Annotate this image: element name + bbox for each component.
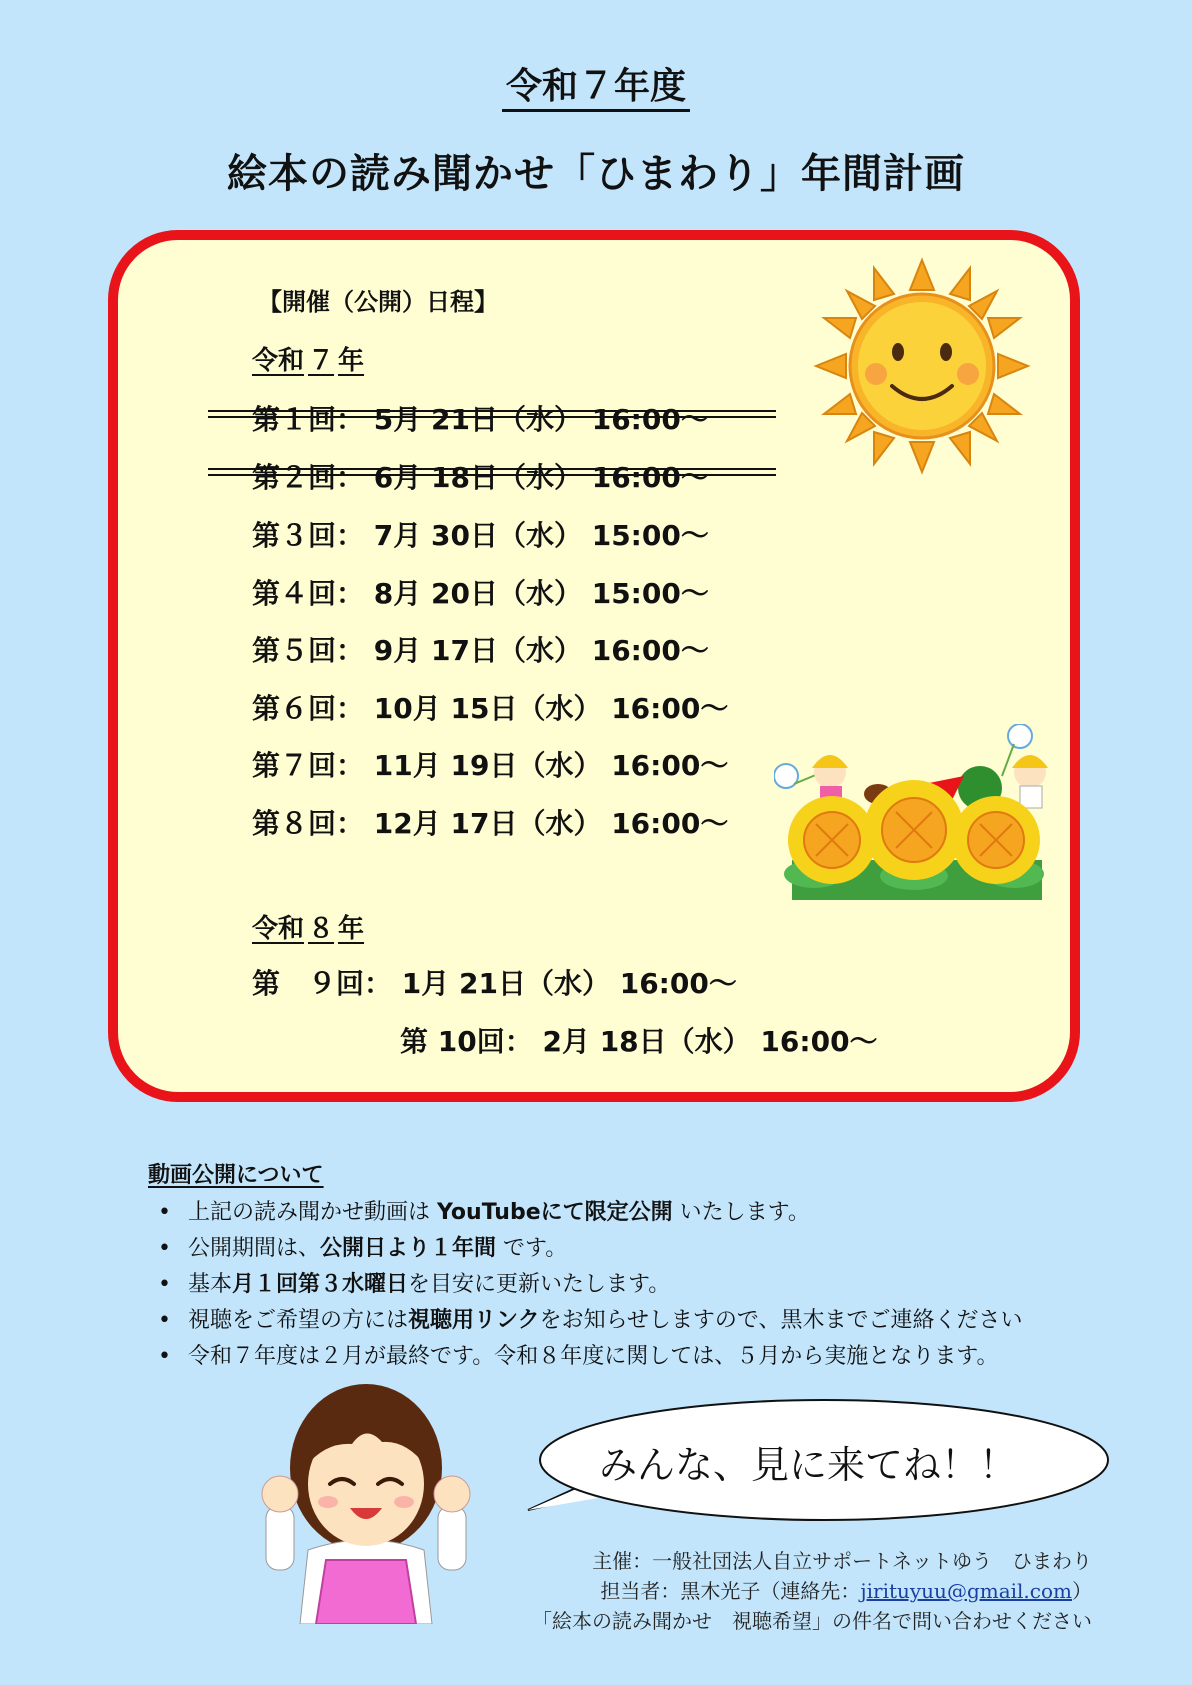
session-8: 第８回： 12月 17日（水） 16:00～ xyxy=(252,807,729,840)
era-heading-r8: 令和 ８ 年 xyxy=(252,914,365,944)
video-notes xyxy=(148,1158,1108,1375)
schedule-heading: 【開催（公開）日程】 xyxy=(258,288,498,316)
list-item: • 公開期間は、公開日より１年間 です。 xyxy=(172,1231,1108,1267)
session-7: 第７回： 11月 19日（水） 16:00～ xyxy=(252,749,729,782)
notes-title: 動画公開について xyxy=(148,1163,324,1188)
sun-icon xyxy=(812,256,1032,476)
speech-bubble-text: みんな、見に来てね！！ xyxy=(598,1443,1017,1487)
list-item: • 上記の読み聞かせ動画は YouTubeにて限定公開 いたします。 xyxy=(172,1195,1108,1231)
strikethrough-line xyxy=(208,410,776,418)
sunflowers-children-illustration xyxy=(774,724,1060,900)
session-2: 第２回： 6月 18日（水） 16:00～ xyxy=(252,461,709,494)
session-6: 第６回： 10月 15日（水） 16:00～ xyxy=(252,692,729,725)
page-title: 絵本の読み聞かせ「ひまわり」年間計画 xyxy=(227,151,965,197)
list-item: • 視聴をご希望の方には視聴用リンクをお知らせしますので、黒木までご連絡ください xyxy=(172,1303,1108,1339)
session-9: 第 ９回： 1月 21日（水） 16:00～ xyxy=(252,967,737,1000)
strikethrough-line xyxy=(208,468,776,476)
organizer-line: 主催：一般社団法人自立サポートネットゆう ひまわり xyxy=(592,1549,1092,1573)
era-heading-r7: 令和 ７ 年 xyxy=(252,346,365,376)
contact-line: 担当者：黒木光子（連絡先：jirituyuu@gmail.com） xyxy=(600,1579,1092,1603)
session-3: 第３回： 7月 30日（水） 15:00～ xyxy=(252,519,709,552)
list-item: • 基本月１回第３水曜日を目安に更新いたします。 xyxy=(172,1267,1108,1303)
girl-illustration xyxy=(256,1384,476,1624)
year-title: 令和７年度 xyxy=(0,58,1192,109)
email-link[interactable]: jirituyuu@gmail.com xyxy=(860,1579,1072,1603)
session-10: 第 10回： 2月 18日（水） 16:00～ xyxy=(400,1025,878,1058)
notes-list xyxy=(148,1195,1108,1375)
session-5: 第５回： 9月 17日（水） 16:00～ xyxy=(252,634,709,667)
inquiry-note: 「絵本の読み聞かせ 視聴希望」の件名で問い合わせください xyxy=(532,1609,1092,1633)
list-item: • 令和７年度は２月が最終です。令和８年度に関しては、５月から実施となります。 xyxy=(172,1339,1108,1375)
session-4: 第４回： 8月 20日（水） 15:00～ xyxy=(252,577,709,610)
session-1: 第１回： 5月 21日（水） 16:00～ xyxy=(252,403,709,436)
